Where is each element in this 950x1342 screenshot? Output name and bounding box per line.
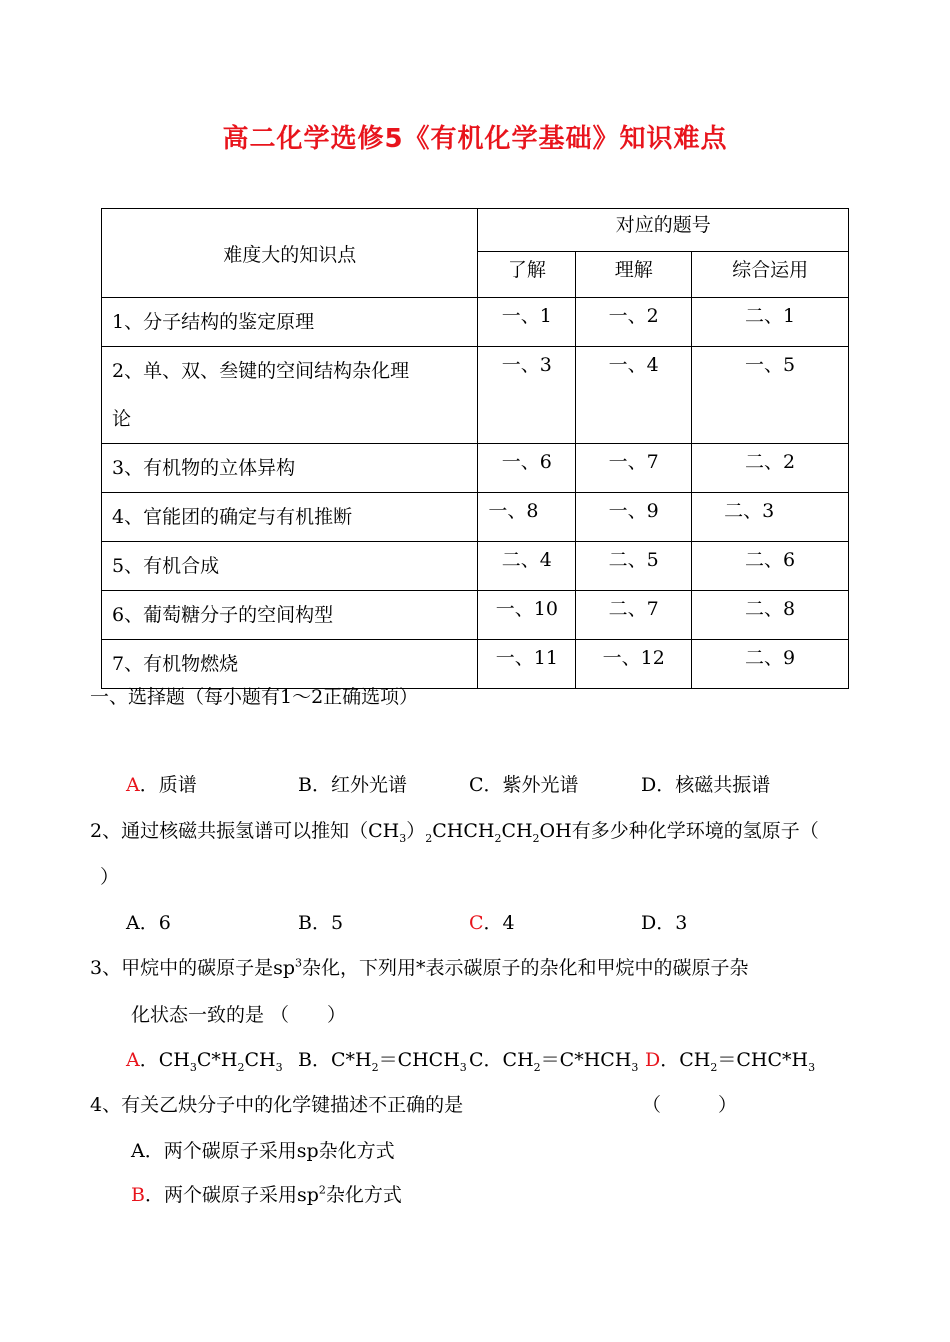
q3-option-d-letter: D — [645, 1049, 661, 1071]
page-title: 高二化学选修5《有机化学基础》知识难点 — [222, 124, 728, 154]
q4-b-pre: ．两个碳原子采用sp — [144, 1184, 319, 1206]
cell-understand: 一、6 — [478, 444, 576, 493]
knowledge-point: 1、分子结构的鉴定原理 — [102, 298, 478, 347]
cell-apply: 二、3 — [692, 493, 849, 542]
q3-option-b — [298, 1045, 467, 1074]
cell-understand: 一、11 — [478, 640, 576, 689]
q3-option-a — [126, 1045, 283, 1074]
q2-stem — [90, 816, 819, 845]
q2-option-c-text: ．4 — [483, 912, 515, 934]
q4-b-post: 杂化方式 — [325, 1184, 402, 1206]
q3-b-sub: 3 — [459, 1060, 467, 1074]
knowledge-point: 6、葡萄糖分子的空间构型 — [102, 591, 478, 640]
q2-stem-mid: CHCH — [432, 820, 495, 842]
q3-a-sub: 3 — [275, 1060, 283, 1074]
q1-option-d: D．核磁共振谱 — [641, 774, 771, 796]
cell-understand: 二、4 — [478, 542, 576, 591]
header-apply: 综合运用 — [692, 252, 849, 298]
q2-stem-pre: 2、通过核磁共振氢谱可以推知（CH — [90, 820, 400, 842]
cell-understand: 一、3 — [478, 347, 576, 444]
q3-a-sub: 2 — [237, 1060, 245, 1074]
q3-a-part: CH — [244, 1049, 276, 1071]
q3-stem — [90, 953, 749, 980]
q4-answer-blank: （ ） — [642, 1094, 738, 1116]
header-comprehend: 理解 — [576, 252, 692, 298]
q1-option-c: C．紫外光谱 — [469, 774, 579, 796]
q3-b-part: B．C*H — [298, 1049, 372, 1071]
table-row — [102, 542, 849, 591]
cell-apply: 二、6 — [692, 542, 849, 591]
table-row — [102, 347, 849, 444]
q2-stem-mid: CH — [501, 820, 533, 842]
q1-option-a-letter: A — [126, 774, 140, 796]
q3-b-part: ＝CHCH — [378, 1049, 460, 1071]
cell-comprehend: 一、7 — [576, 444, 692, 493]
q4-option-b — [131, 1180, 402, 1207]
q3-a-part: ．CH — [139, 1049, 190, 1071]
q2-stem-mid: ） — [406, 820, 426, 842]
q3-d-part: ＝CHC*H — [717, 1049, 809, 1071]
q1-option-a-text: ．质谱 — [139, 774, 197, 796]
q3-option-a-letter: A — [126, 1049, 140, 1071]
q3-c-part: ＝C*HCH — [540, 1049, 632, 1071]
table-row — [102, 298, 849, 347]
q2-option-a: A．6 — [126, 912, 171, 934]
cell-comprehend: 二、7 — [576, 591, 692, 640]
q3-d-sub: 3 — [808, 1060, 816, 1074]
q4-b-sup: 2 — [318, 1183, 326, 1197]
knowledge-point-line2: 论 — [112, 408, 132, 430]
knowledge-point: 3、有机物的立体异构 — [102, 444, 478, 493]
q3-c-part: C．CH — [469, 1049, 534, 1071]
q4-option-b-letter: B — [131, 1184, 145, 1206]
cell-comprehend: 一、9 — [576, 493, 692, 542]
cell-comprehend: 二、5 — [576, 542, 692, 591]
q2-option-d: D．3 — [641, 912, 688, 934]
q3-a-sub: 3 — [189, 1060, 197, 1074]
section-heading: 一、选择题（每小题有1～2正确选项） — [90, 686, 419, 708]
knowledge-point: 4、官能团的确定与有机推断 — [102, 493, 478, 542]
q2-sub: 3 — [399, 831, 407, 845]
cell-understand: 一、10 — [478, 591, 576, 640]
header-understand: 了解 — [478, 252, 576, 298]
table-row — [102, 444, 849, 493]
knowledge-point: 7、有机物燃烧 — [102, 640, 478, 689]
q2-sub: 2 — [425, 831, 433, 845]
cell-understand: 一、1 — [478, 298, 576, 347]
q4-stem: 4、有关乙炔分子中的化学键描述不正确的是 — [90, 1094, 464, 1116]
cell-comprehend: 一、4 — [576, 347, 692, 444]
table-row — [102, 493, 849, 542]
q2-option-c-letter: C — [469, 912, 484, 934]
q2-stem-post: OH有多少种化学环境的氢原子（ — [539, 820, 819, 842]
header-question-number: 对应的题号 — [478, 209, 849, 252]
q3-d-part: ．CH — [660, 1049, 711, 1071]
q3-option-d — [645, 1045, 815, 1074]
q2-option-b: B．5 — [298, 912, 344, 934]
q3-stem-post: 杂化，下列用*表示碳原子的杂化和甲烷中的碳原子杂 — [302, 957, 749, 979]
q2-sub: 2 — [494, 831, 502, 845]
q3-c-sub: 2 — [533, 1060, 541, 1074]
cell-apply: 二、1 — [692, 298, 849, 347]
knowledge-table — [101, 208, 849, 689]
q2-stem-cont: ） — [100, 866, 120, 888]
q1-option-a — [126, 770, 197, 797]
cell-apply: 二、2 — [692, 444, 849, 493]
cell-comprehend: 一、2 — [576, 298, 692, 347]
cell-comprehend: 一、12 — [576, 640, 692, 689]
q3-stem-pre: 3、甲烷中的碳原子是sp — [90, 957, 296, 979]
knowledge-point — [102, 347, 478, 444]
q3-c-sub: 3 — [631, 1060, 639, 1074]
q3-a-part: C*H — [196, 1049, 238, 1071]
q2-sub: 2 — [532, 831, 540, 845]
cell-apply: 一、5 — [692, 347, 849, 444]
q3-b-sub: 2 — [371, 1060, 379, 1074]
cell-understand: 一、8 — [478, 493, 576, 542]
q3-d-sub: 2 — [710, 1060, 718, 1074]
cell-apply: 二、9 — [692, 640, 849, 689]
q4-option-a: A．两个碳原子采用sp杂化方式 — [131, 1140, 395, 1162]
q3-stem-cont: 化状态一致的是 （ ） — [131, 1004, 347, 1026]
q1-option-b: B．红外光谱 — [298, 774, 407, 796]
header-knowledge-point: 难度大的知识点 — [102, 209, 478, 298]
q3-option-c — [469, 1045, 638, 1074]
table-row — [102, 591, 849, 640]
knowledge-point: 5、有机合成 — [102, 542, 478, 591]
q3-sup: 3 — [295, 956, 303, 970]
q2-option-c — [469, 908, 515, 935]
cell-apply: 二、8 — [692, 591, 849, 640]
knowledge-point-line1: 2、单、双、叁键的空间结构杂化理 — [112, 360, 410, 382]
